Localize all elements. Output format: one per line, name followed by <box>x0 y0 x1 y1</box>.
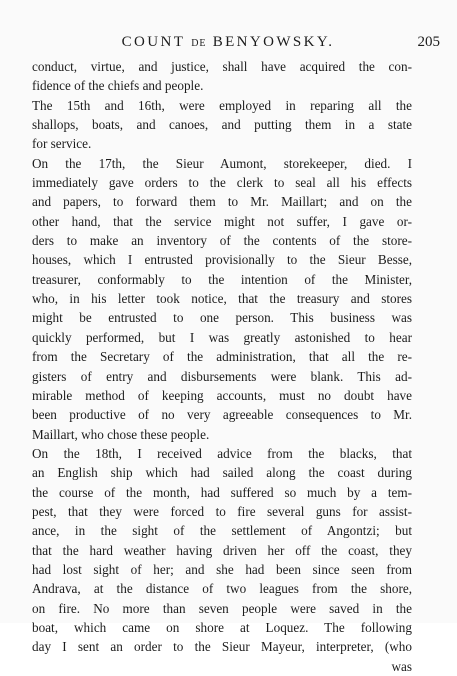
body-text <box>32 57 412 676</box>
text-line-7: immediately gave orders to the clerk to seal all his effects <box>32 175 412 191</box>
text-line-5: for service. <box>32 136 92 152</box>
text-line-27: had lost sight of her; and she had been since seen from <box>32 561 412 577</box>
text-line-28: Andrava, at the distance of two leagues from the shore, <box>32 581 412 597</box>
text-line-25: ance, in the sight of the settlement of Angontzi; but <box>32 523 412 539</box>
text-line-4: shallops, boats, and canoes, and putting them in a state <box>32 117 412 133</box>
text-line-31: day I sent an order to the Sieur Mayeur, interpreter, (who <box>32 639 412 655</box>
text-line-13: who, in his letter took notice, that the treasury and stores <box>32 291 412 307</box>
text-line-10: ders to make an inventory of the contents of the store- <box>32 233 412 249</box>
text-line-17: gisters of entry and disbursements were blank. This ad- <box>32 368 412 384</box>
text-line-19: been productive of no very agreeable consequences to Mr. <box>32 407 412 423</box>
text-line-3: The 15th and 16th, were employed in reparing all the <box>32 97 412 113</box>
catchword: was <box>391 658 412 674</box>
title-count: COUNT <box>121 34 186 50</box>
text-line-1: conduct, virtue, and justice, shall have acquired the con- <box>32 59 412 74</box>
text-line-2: fidence of the chiefs and people. <box>32 78 204 94</box>
text-line-22: an English ship which had sailed along the coast during <box>32 465 412 481</box>
text-line-30: boat, which came on shore at Loquez. The following <box>32 619 412 635</box>
title-de: DE <box>191 38 207 49</box>
text-line-16: from the Secretary of the administration, that all the re- <box>32 349 412 365</box>
running-title <box>24 32 432 54</box>
page-number: 205 <box>417 34 440 50</box>
text-line-15: quickly performed, but I was greatly astonished to hear <box>32 329 412 345</box>
text-line-8: and papers, to forward them to Mr. Maillart; and on the <box>32 194 412 210</box>
text-line-23: the course of the month, had suffered so much by a tem- <box>32 484 412 500</box>
text-line-12: treasurer, conformably to the intention of the Minister, <box>32 271 412 287</box>
text-line-18: mirable method of keeping accounts, must no doubt have <box>32 387 412 403</box>
text-line-20: Maillart, who chose these people. <box>32 426 210 442</box>
text-line-24: pest, that they were forced to fire several guns for assist- <box>32 503 412 519</box>
text-line-29: on fire. No more than seven people were saved in the <box>32 600 412 616</box>
text-line-9: other hand, that the service might not suffer, I gave or- <box>32 213 412 229</box>
text-line-11: houses, which I entrusted provisionally to the Sieur Besse, <box>32 252 412 268</box>
running-head <box>24 32 440 52</box>
text-line-26: that the hard weather having driven her off the coast, they <box>32 542 412 558</box>
text-line-14: might be entrusted to one person. This business was <box>32 310 412 326</box>
text-line-6: On the 17th, the Sieur Aumont, storekeeper, died. I <box>32 155 412 171</box>
title-benyowsky: BENYOWSKY. <box>212 34 335 50</box>
text-line-21: On the 18th, I received advice from the blacks, that <box>32 445 412 461</box>
